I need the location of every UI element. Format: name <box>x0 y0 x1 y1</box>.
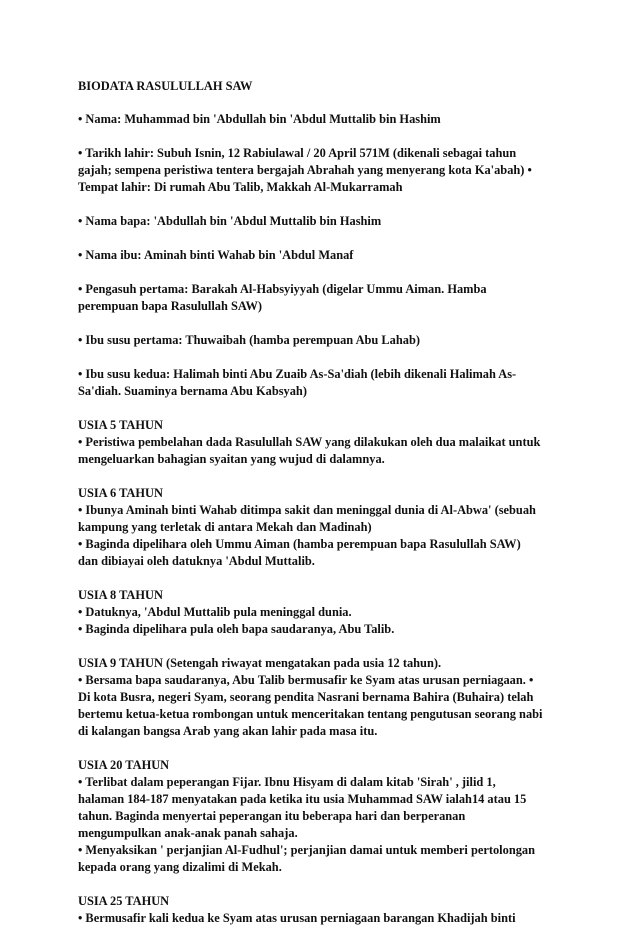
document-page <box>78 78 560 944</box>
text-line: Di kota Busra, negeri Syam, seorang pendita Nasrani bernama Bahira (Buhaira) telah <box>78 690 534 704</box>
paragraph <box>78 893 560 927</box>
text-line: • Nama: Muhammad bin 'Abdullah bin 'Abdul Muttalib bin Hashim <box>78 112 441 126</box>
text-line: USIA 9 TAHUN (Setengah riwayat mengatakan pada usia 12 tahun). <box>78 656 442 670</box>
text-line: • Tarikh lahir: Subuh Isnin, 12 Rabiulawal / 20 April 571M (dikenali sebagai tahun <box>78 146 517 160</box>
text-line: bertemu ketua-ketua rombongan untuk menceritakan tentang pengutusan seorang nabi <box>78 707 543 721</box>
text-line: tahun. Baginda menyertai peperangan itu beberapa hari dan berperanan <box>78 809 466 823</box>
text-line: USIA 5 TAHUN <box>78 418 163 432</box>
text-line: • Peristiwa pembelahan dada Rasulullah SAW yang dilakukan oleh dua malaikat untuk <box>78 435 541 449</box>
text-line: • Bermusafir kali kedua ke Syam atas urusan perniagaan barangan Khadijah binti <box>78 911 516 925</box>
text-line: • Ibunya Aminah binti Wahab ditimpa sakit dan meninggal dunia di Al-Abwa' (sebuah <box>78 503 536 517</box>
text-line: mengumpulkan anak-anak panah sahaja. <box>78 826 298 840</box>
text-line: USIA 25 TAHUN <box>78 894 170 908</box>
paragraph <box>78 111 560 128</box>
text-line: • Baginda dipelihara oleh Ummu Aiman (hamba perempuan bapa Rasulullah SAW) <box>78 537 521 551</box>
text-line: • Datuknya, 'Abdul Muttalib pula meninggal dunia. <box>78 605 352 619</box>
paragraph <box>78 145 560 196</box>
paragraph <box>78 332 560 349</box>
text-line: Sa'diah. Suaminya bernama Abu Kabsyah) <box>78 384 307 398</box>
paragraph <box>78 281 560 315</box>
paragraph <box>78 247 560 264</box>
text-line: • Bersama bapa saudaranya, Abu Talib bermusafir ke Syam atas urusan perniagaan. • <box>78 673 534 687</box>
text-line: • Nama ibu: Aminah binti Wahab bin 'Abdul Manaf <box>78 248 354 262</box>
text-line: • Ibu susu pertama: Thuwaibah (hamba perempuan Abu Lahab) <box>78 333 420 347</box>
document-body <box>78 111 560 927</box>
text-line: dan dibiayai oleh datuknya 'Abdul Muttalib. <box>78 554 315 568</box>
text-line: • Nama bapa: 'Abdullah bin 'Abdul Muttalib bin Hashim <box>78 214 382 228</box>
text-line: kepada orang yang dizalimi di Mekah. <box>78 860 282 874</box>
text-line: • Menyaksikan ' perjanjian Al-Fudhul'; perjanjian damai untuk memberi pertolongan <box>78 843 535 857</box>
text-line: di kalangan bangsa Arab yang akan lahir pada masa itu. <box>78 724 378 738</box>
text-line: halaman 184-187 menyatakan pada ketika itu usia Muhammad SAW ialah14 atau 15 <box>78 792 527 806</box>
paragraph <box>78 757 560 876</box>
text-line: • Baginda dipelihara pula oleh bapa saudaranya, Abu Talib. <box>78 622 395 636</box>
paragraph <box>78 417 560 468</box>
text-line: kampung yang terletak di antara Mekah dan Madinah) <box>78 520 372 534</box>
paragraph <box>78 655 560 740</box>
text-line: USIA 20 TAHUN <box>78 758 170 772</box>
text-line: gajah; sempena peristiwa tentera bergajah Abrahah yang menyerang kota Ka'abah) • <box>78 163 532 177</box>
text-line: • Pengasuh pertama: Barakah Al-Habsyiyyah (digelar Ummu Aiman. Hamba <box>78 282 487 296</box>
text-line: • Ibu susu kedua: Halimah binti Abu Zuaib As-Sa'diah (lebih dikenali Halimah As- <box>78 367 517 381</box>
text-line: USIA 8 TAHUN <box>78 588 163 602</box>
text-line: • Terlibat dalam peperangan Fijar. Ibnu Hisyam di dalam kitab 'Sirah' , jilid 1, <box>78 775 496 789</box>
paragraph <box>78 366 560 400</box>
paragraph <box>78 485 560 570</box>
text-line: USIA 6 TAHUN <box>78 486 163 500</box>
text-line: mengeluarkan bahagian syaitan yang wujud di dalamnya. <box>78 452 385 466</box>
document-title: BIODATA RASULULLAH SAW <box>78 79 253 93</box>
paragraph <box>78 213 560 230</box>
paragraph <box>78 587 560 638</box>
text-line: perempuan bapa Rasulullah SAW) <box>78 299 262 313</box>
text-line: Tempat lahir: Di rumah Abu Talib, Makkah Al-Mukarramah <box>78 180 403 194</box>
